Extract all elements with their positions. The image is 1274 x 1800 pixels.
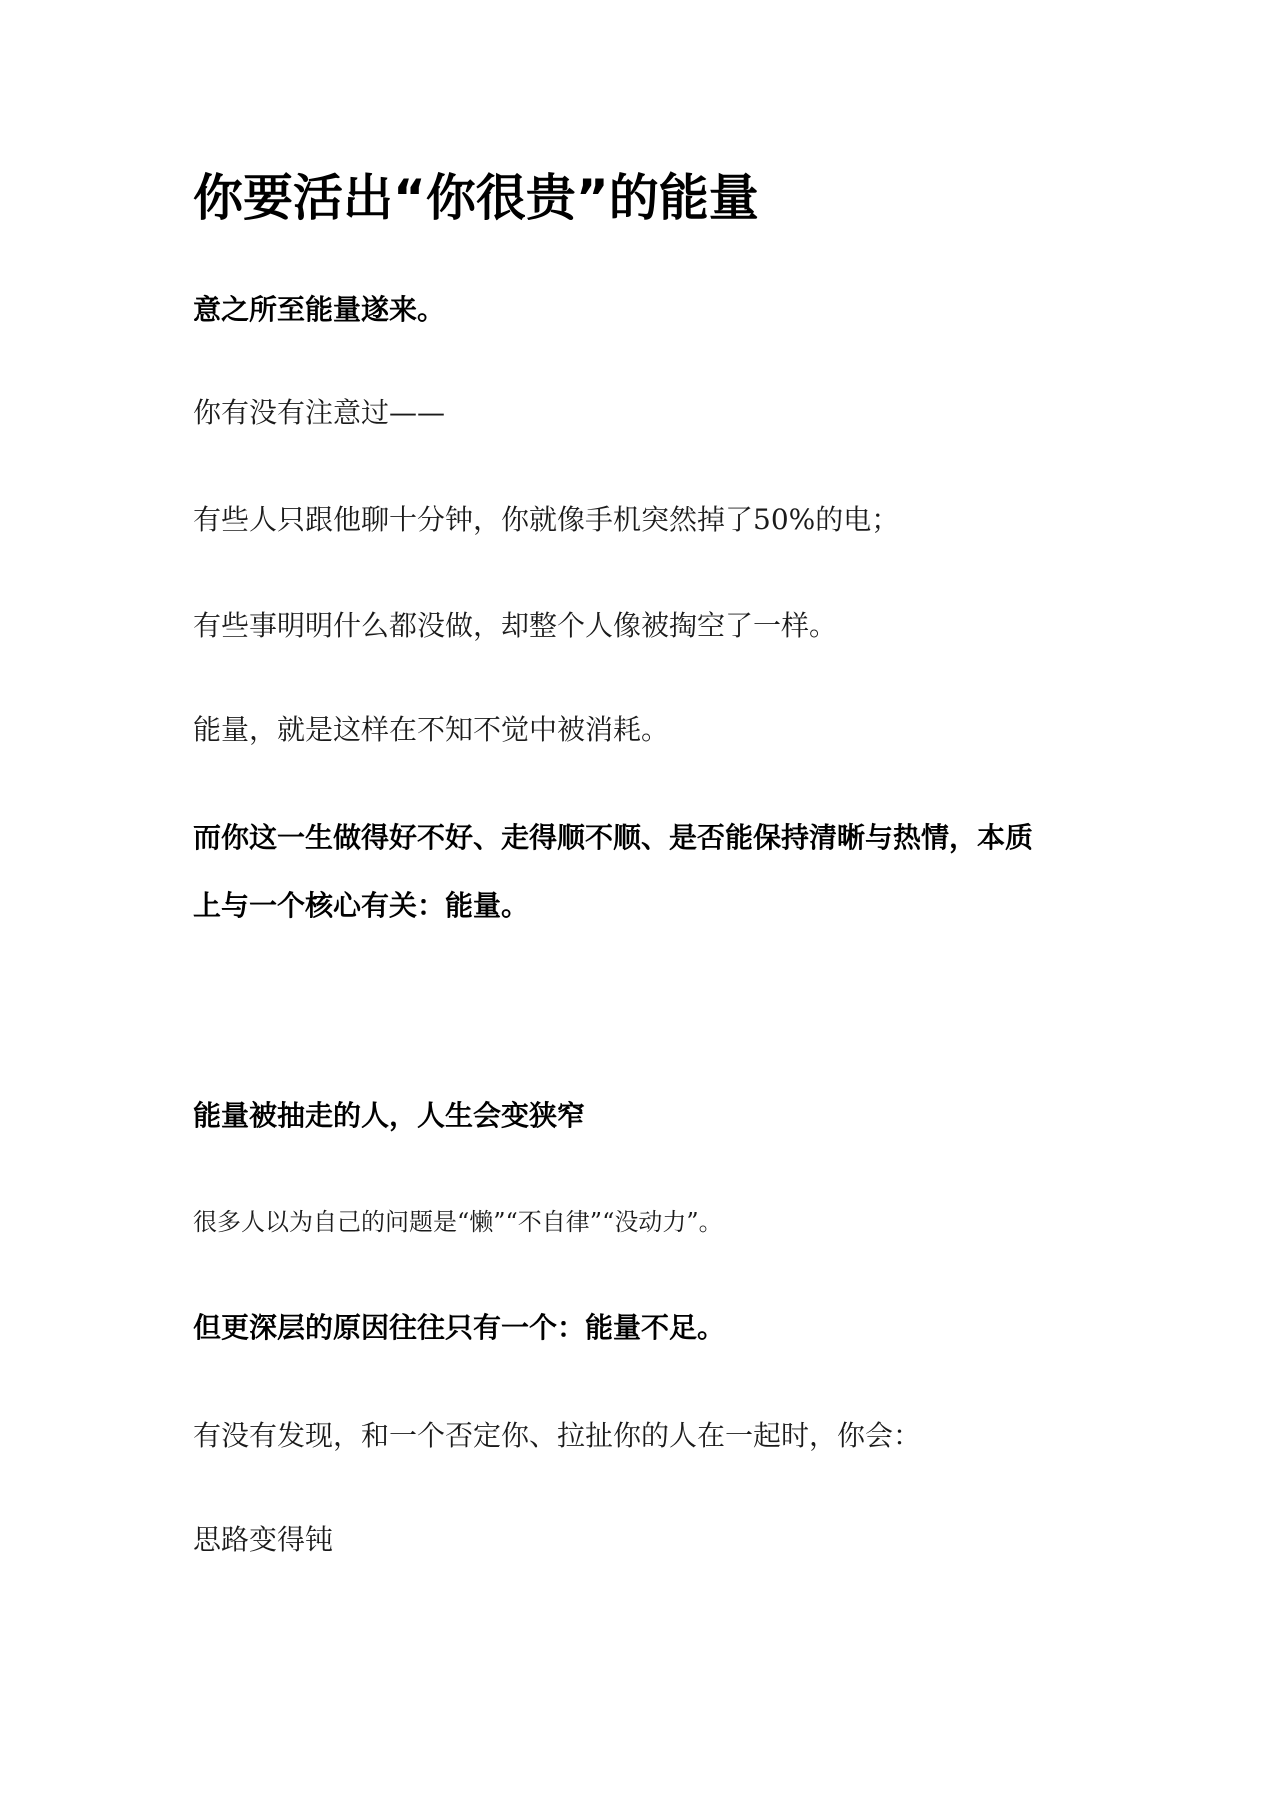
paragraph-line: 有些事明明什么都没做，却整个人像被掏空了一样。 [193, 609, 838, 642]
section-heading: 能量被抽走的人，人生会变狭窄 [193, 1099, 586, 1132]
section-line: 思路变得钝 [193, 1523, 334, 1556]
emphasis-line: 而你这一生做得好不好、走得顺不顺、是否能保持清晰与热情，本质 [193, 821, 1034, 854]
section-bold-line: 但更深层的原因往往只有一个：能量不足。 [193, 1311, 726, 1344]
paragraph-line: 有些人只跟他聊十分钟，你就像手机突然掉了50%的电； [193, 503, 900, 536]
emphasis-line: 上与一个核心有关：能量。 [193, 889, 530, 922]
paragraph-line: 能量，就是这样在不知不觉中被消耗。 [193, 713, 670, 746]
section-line: 很多人以为自己的问题是“懒”“不自律”“没动力”。 [193, 1208, 723, 1236]
page-title: 你要活出“你很贵”的能量 [193, 169, 759, 227]
paragraph-line: 你有没有注意过—— [193, 396, 446, 429]
section-line: 有没有发现，和一个否定你、拉扯你的人在一起时，你会： [193, 1419, 922, 1452]
intro-bold-line: 意之所至能量遂来。 [193, 293, 446, 326]
